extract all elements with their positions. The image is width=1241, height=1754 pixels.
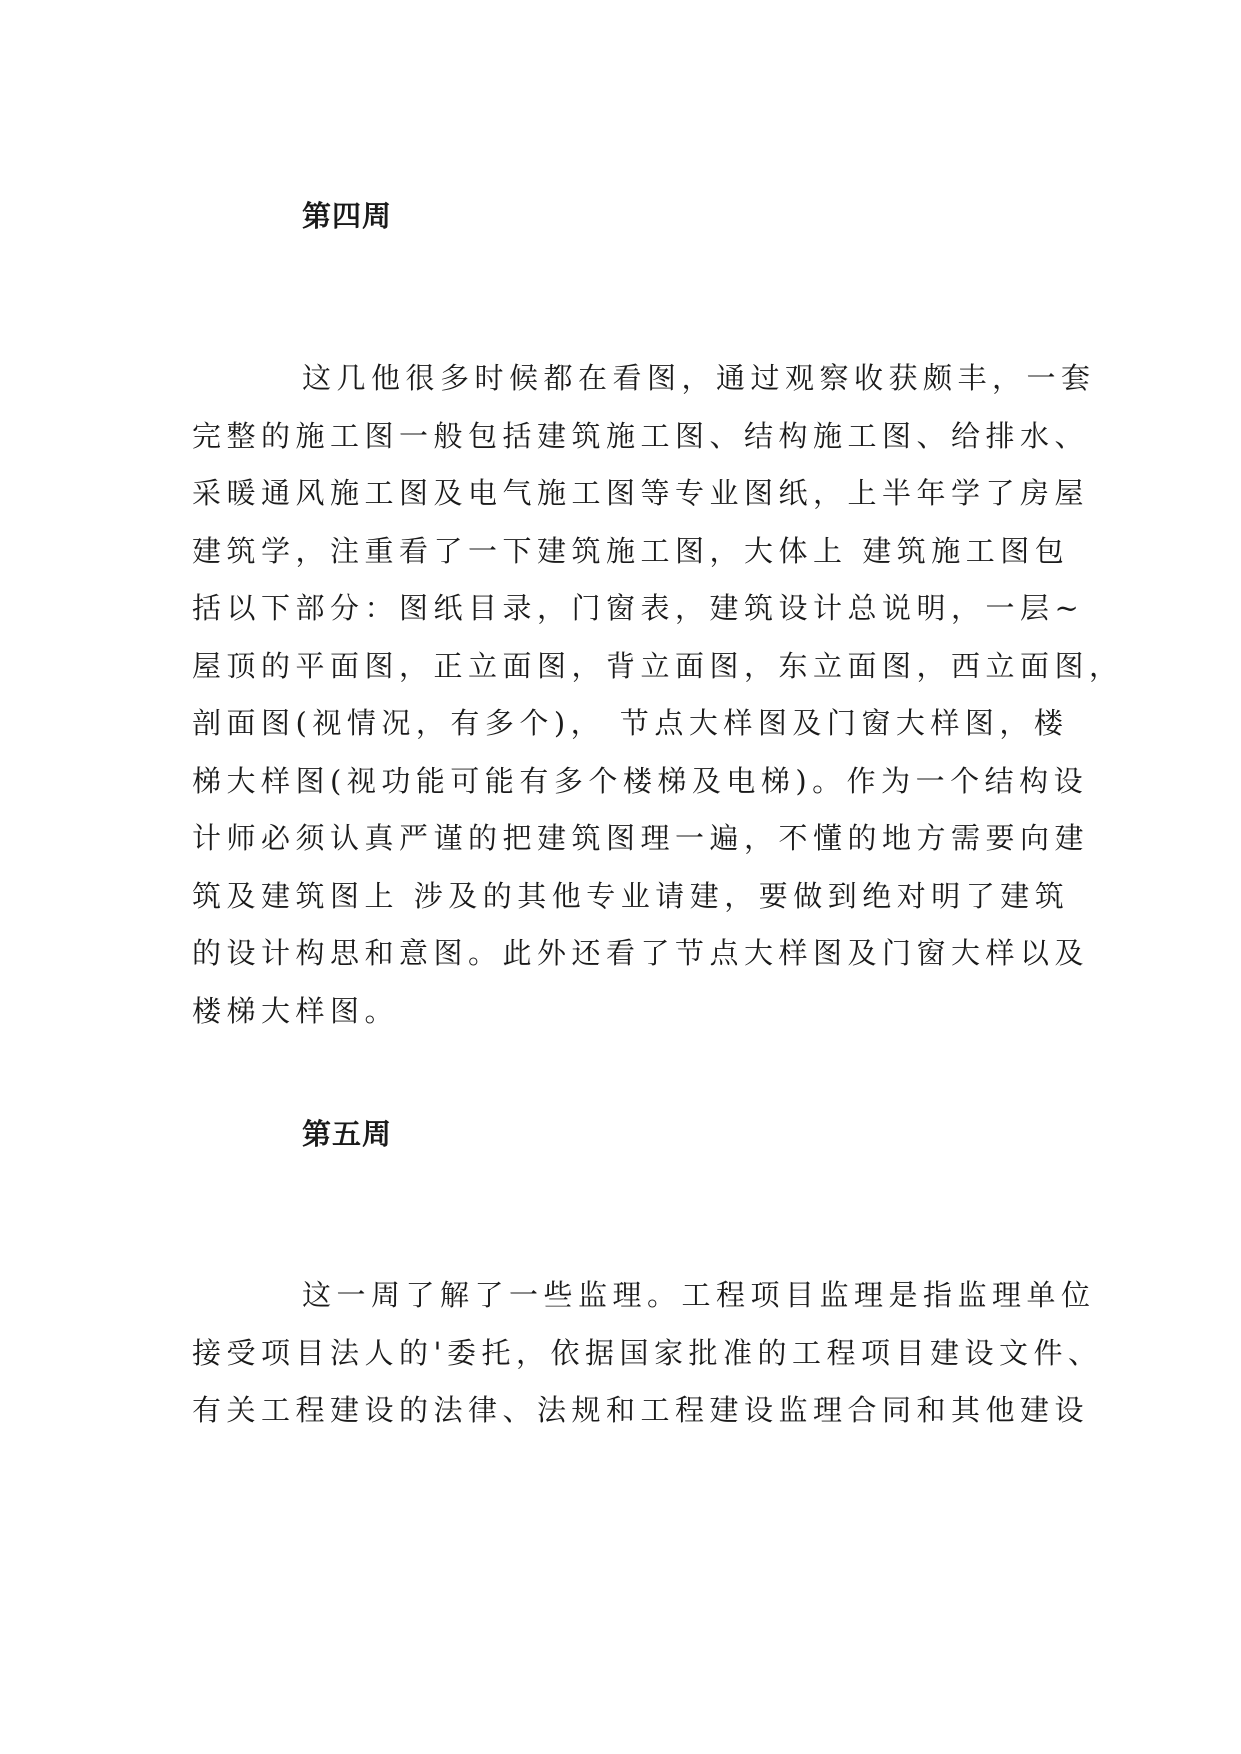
- paragraph-line: 楼梯大样图。: [192, 993, 400, 1028]
- paragraph-line: 括以下部分：图纸目录，门窗表，建筑设计总说明，一层~: [192, 591, 1085, 625]
- paragraph-week-5: [192, 1267, 1103, 1440]
- paragraph-line: 采暖通风施工图及电气施工图等专业图纸，上半年学了房屋: [192, 476, 1090, 510]
- paragraph-week-4: [192, 350, 1124, 1040]
- paragraph-line: 计师必须认真严谨的把建筑图理一遍，不懂的地方需要向建: [192, 821, 1090, 855]
- paragraph-line: 建筑学，注重看了一下建筑施工图，大体上 建筑施工图包: [192, 533, 1070, 568]
- heading-week-4: 第四周: [302, 199, 393, 233]
- paragraph-line: 剖面图(视情况，有多个)， 节点大样图及门窗大样图，楼: [192, 706, 1069, 740]
- paragraph-line: 有关工程建设的法律、法规和工程建设监理合同和其他建设: [192, 1393, 1090, 1427]
- paragraph-line: 这一周了解了一些监理。工程项目监理是指监理单位: [302, 1278, 1096, 1312]
- paragraph-line: 筑及建筑图上 涉及的其他专业请建，要做到绝对明了建筑: [192, 878, 1070, 913]
- paragraph-line: 屋顶的平面图，正立面图，背立面图，东立面图，西立面图，: [192, 648, 1124, 683]
- paragraph-line: 这几他很多时候都在看图，通过观察收获颇丰，一套: [302, 361, 1096, 395]
- paragraph-line: 的设计构思和意图。此外还看了节点大样图及门窗大样以及: [192, 936, 1090, 970]
- paragraph-line: 梯大样图(视功能可能有多个楼梯及电梯)。作为一个结构设: [192, 763, 1089, 798]
- paragraph-line: 接受项目法人的'委托，依据国家批准的工程项目建设文件、: [192, 1335, 1103, 1370]
- paragraph-line: 完整的施工图一般包括建筑施工图、结构施工图、给排水、: [192, 418, 1090, 453]
- heading-week-5: 第五周: [302, 1117, 393, 1151]
